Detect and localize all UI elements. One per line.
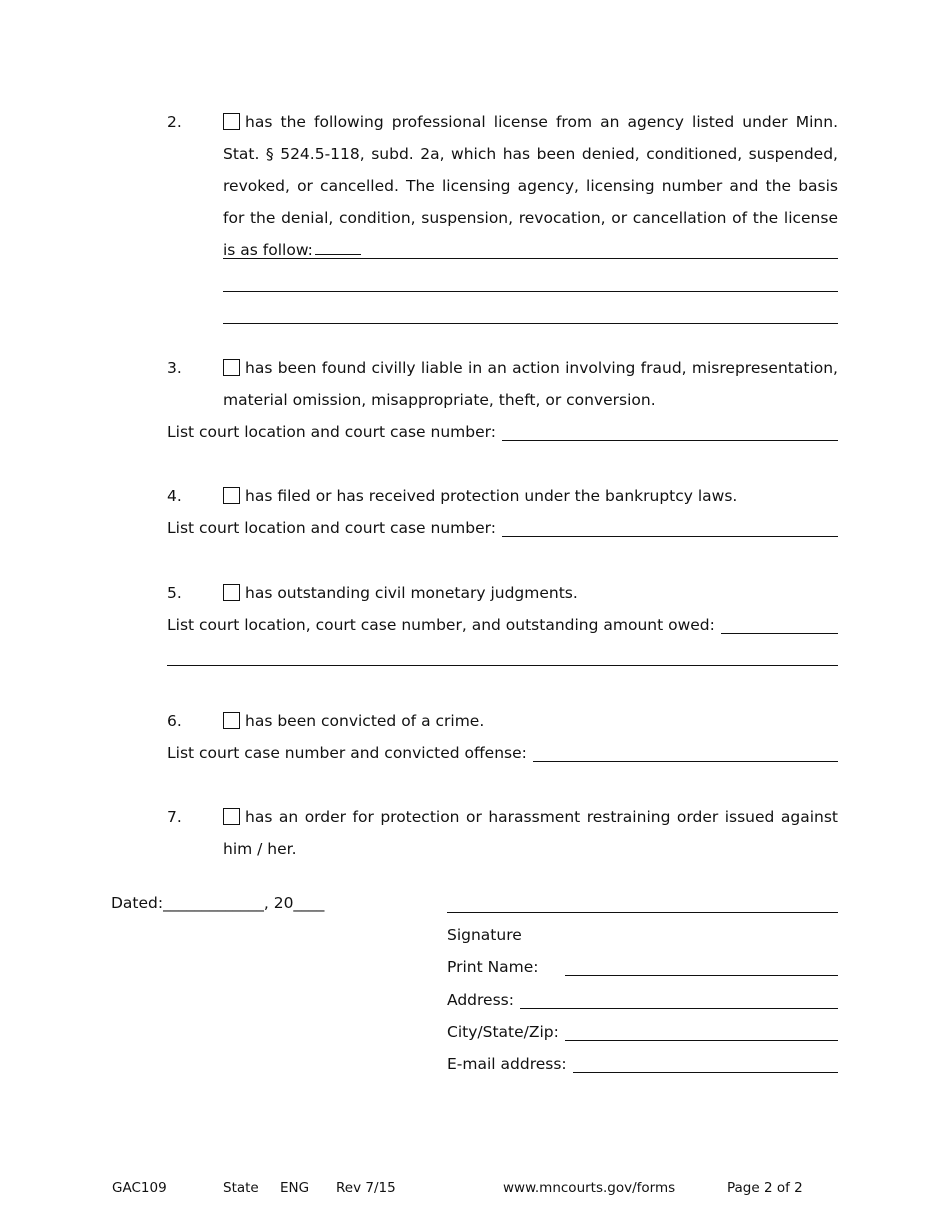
footer-form-id: GAC109 (112, 1180, 167, 1196)
address-label: Address: (447, 991, 514, 1009)
email-line[interactable] (573, 1071, 838, 1073)
item-5-blank-line[interactable] (167, 665, 838, 666)
item-7-text: has an order for protection or harassment restraining order issued against him / her. (223, 808, 838, 858)
item-4-text-block (223, 480, 838, 512)
item-number: 3. (167, 359, 182, 377)
item-3-text: has been found civilly liable in an action involving fraud, misrepresentation, material omission, misappropriate, theft, or conversion. (223, 359, 838, 409)
footer-revision: Rev 7/15 (336, 1180, 396, 1196)
item-2-blank-line[interactable] (223, 323, 838, 324)
address-row (447, 984, 838, 1016)
item-2-blank-line[interactable] (223, 258, 838, 259)
item-number: 2. (167, 113, 182, 131)
footer-state: State (223, 1180, 259, 1196)
item-2-checkbox[interactable] (223, 113, 240, 130)
item-5-blank-line[interactable] (721, 632, 838, 634)
item-6-list-row (167, 737, 838, 769)
item-7-checkbox[interactable] (223, 808, 240, 825)
item-4-checkbox[interactable] (223, 487, 240, 504)
item-6-text: has been convicted of a crime. (245, 712, 485, 730)
item-7-text-block (223, 801, 838, 865)
item-6-checkbox[interactable] (223, 712, 240, 729)
item-3-blank-line[interactable] (502, 439, 838, 441)
item-3-checkbox[interactable] (223, 359, 240, 376)
item-4-list-label: List court location and court case number: (167, 519, 496, 537)
item-5-list-row (167, 609, 838, 641)
item-2-inline-blank[interactable] (315, 254, 361, 255)
item-6-blank-line[interactable] (533, 760, 838, 762)
print-name-label: Print Name: (447, 958, 539, 976)
item-4-list-row (167, 512, 838, 544)
item-number: 6. (167, 712, 182, 730)
signature-label: Signature (447, 926, 522, 944)
item-2-blank-line[interactable] (223, 291, 838, 292)
dated-field[interactable]: Dated:_____________, 20____ (111, 894, 325, 912)
item-6-list-label: List court case number and convicted offense: (167, 744, 527, 762)
item-2-text-block (223, 106, 838, 266)
item-5-list-label: List court location, court case number, and outstanding amount owed: (167, 616, 715, 634)
print-name-line[interactable] (565, 974, 838, 976)
city-state-zip-row (447, 1016, 838, 1048)
city-state-zip-label: City/State/Zip: (447, 1023, 559, 1041)
print-name-row (447, 951, 838, 983)
item-4-text: has filed or has received protection under the bankruptcy laws. (245, 487, 738, 505)
item-3-text-block (223, 352, 838, 416)
footer-website[interactable]: www.mncourts.gov/forms (503, 1180, 676, 1196)
item-3-list-label: List court location and court case number: (167, 423, 496, 441)
item-6-text-block (223, 705, 838, 737)
item-number: 7. (167, 808, 182, 826)
footer-page-number: Page 2 of 2 (727, 1180, 803, 1196)
item-3-list-row (167, 416, 838, 448)
item-5-text: has outstanding civil monetary judgments. (245, 584, 578, 602)
email-row (447, 1048, 838, 1080)
city-state-zip-line[interactable] (565, 1039, 838, 1041)
item-number: 5. (167, 584, 182, 602)
item-4-blank-line[interactable] (502, 535, 838, 537)
address-line[interactable] (520, 1007, 838, 1009)
item-2-text: has the following professional license from an agency listed under Minn. Stat. § 524.5-118, subd. 2a, which has been denied, conditioned, suspended, revoked, or cancelled. The licensing agency, licensing number and the basis for the denial, condition, suspension, revocation, or cancellation of the license is as follow: (223, 113, 838, 259)
item-5-checkbox[interactable] (223, 584, 240, 601)
item-number: 4. (167, 487, 182, 505)
footer-language: ENG (280, 1180, 310, 1196)
signature-line[interactable] (447, 912, 838, 913)
item-5-text-block (223, 577, 838, 609)
email-label: E-mail address: (447, 1055, 567, 1073)
